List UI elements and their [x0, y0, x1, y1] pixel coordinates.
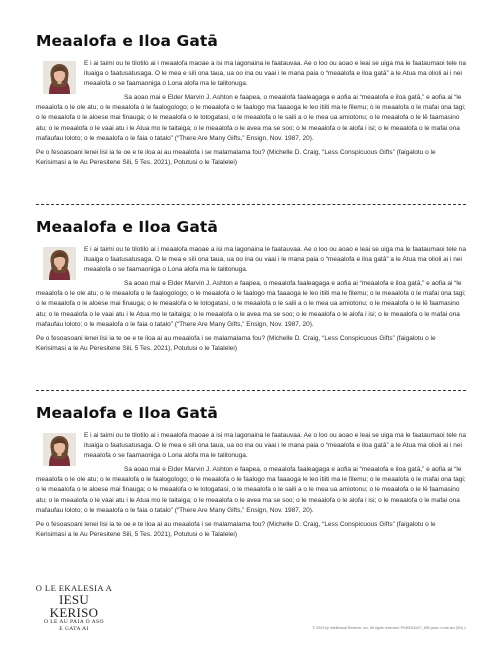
section-body — [36, 59, 466, 168]
cut-line — [36, 390, 466, 391]
copyright-footer: © 2024 by Intellectual Reserve, Inc. All rights reserved. PD80016427_890 pepe o tufa atu (SN) 1 — [312, 626, 466, 630]
section-title: Meaalofa e Iloa Gatā — [36, 404, 218, 422]
logo-line-3: O LE AU PAIA O ASO — [44, 619, 104, 625]
section-title: Meaalofa e Iloa Gatā — [36, 218, 218, 236]
paragraph-quote: Sa aoao mai e Elder Marvin J. Ashton e faapea, o meaalofa faaleagaga e aofia ai “meaalofa e iloa gatā,” e aofia ai “le meaalofa o le ole atu; o le meaalofa o le faalogologo; o le meaalofa o le faalogo ma faaaoga le leo itiiti ma le filemu; o le meaalofa o le mafai ona tagi; o le meaalofa o le aloese mai finauga; o le meaalofa o le lotogatasi, o le meaalofa o le saili a o le mea ua amiotonu; o le meaalofa o le lē faamasino atu; o le meaalofa o le vaai atu i le Atua mo le taitaiga; o le meaalofa o le avea ma se soo; o le meaalofa o le alofa i isi; o le meaalofa o le mafai ona mafaufau loloto; o le meaalofa o le faia o tatalo” (“There Are Many Gifts,” Ensign, Nov. 1987, 20). — [36, 94, 466, 142]
author-portrait — [43, 433, 76, 466]
author-portrait — [43, 61, 76, 94]
paragraph-intro: E i ai taimi ou te tilotilo ai i meaalofa maoae a isi ma lagonaina le faatauvaa. Ae o loo ou aoao e leai se uiga ma le faataumaoi tele na ituaiga o faatusatusaga. O le mea e sili ona taua, ua oo ina ou vaai i le mana paia o “meaalofa e iloa gatā” a le Atua ma olioli ai i nei meaalofa o se faamaoniga o Lona alofa ma le talitonuga. — [84, 432, 466, 460]
logo-line-4: E GATA AI — [59, 626, 89, 632]
section-1 — [36, 32, 466, 172]
section-title: Meaalofa e Iloa Gatā — [36, 32, 218, 50]
paragraph-question: Pe o fesoasoani lenei lisi ia te oe e te iloa ai au meaalofa i se malamalama fou? (Michelle D. Craig, “Less Conspicuous Gifts” (faigalotu o le Kerisimasi a le Au Peresitene Sili, 5 Tes. 2021), Potutusi o le Talalelei) — [36, 520, 436, 538]
section-body — [36, 245, 466, 354]
church-logo — [34, 583, 114, 633]
paragraph-intro: E i ai taimi ou te tilotilo ai i meaalofa maoae a isi ma lagonaina le faatauvaa. Ae o loo ou aoao e leai se uiga ma le faataumaoi tele na ituaiga o faatusatusaga. O le mea e sili ona taua, ua oo ina ou vaai i le mana paia o “meaalofa e iloa gatā” a le Atua ma olioli ai i nei meaalofa o se faamaoniga o Lona alofa ma le talitonuga. — [84, 246, 466, 274]
paragraph-quote: Sa aoao mai e Elder Marvin J. Ashton e faapea, o meaalofa faaleagaga e aofia ai “meaalofa e iloa gatā,” e aofia ai “le meaalofa o le ole atu; o le meaalofa o le faalogologo; o le meaalofa o le faalogo ma faaaoga le leo itiiti ma le filemu; o le meaalofa o le mafai ona tagi; o le meaalofa o le aloese mai finauga; o le meaalofa o le lotogatasi, o le meaalofa o le saili a o le mea ua amiotonu; o le meaalofa o le lē faamasino atu; o le meaalofa o le vaai atu i le Atua mo le taitaiga; o le meaalofa o le avea ma se soo; o le meaalofa o le alofa i isi; o le meaalofa o le mafai ona mafaufau loloto; o le meaalofa o le faia o tatalo” (“There Are Many Gifts,” Ensign, Nov. 1987, 20). — [36, 466, 466, 514]
logo-line-2: IESU KERISO — [49, 592, 99, 620]
section-body — [36, 431, 466, 540]
author-portrait — [43, 247, 76, 280]
paragraph-question: Pe o fesoasoani lenei lisi ia te oe e te iloa ai au meaalofa i se malamalama fou? (Michelle D. Craig, “Less Conspicuous Gifts” (faigalotu o le Kerisimasi a le Au Peresitene Sili, 5 Tes. 2021), Potutusi o le Talalelei) — [36, 148, 436, 166]
paragraph-quote: Sa aoao mai e Elder Marvin J. Ashton e faapea, o meaalofa faaleagaga e aofia ai “meaalofa e iloa gatā,” e aofia ai “le meaalofa o le ole atu; o le meaalofa o le faalogologo; o le meaalofa o le faalogo ma faaaoga le leo itiiti ma le filemu; o le meaalofa o le mafai ona tagi; o le meaalofa o le aloese mai finauga; o le meaalofa o le lotogatasi, o le meaalofa o le saili a o le mea ua amiotonu; o le meaalofa o le lē faamasino atu; o le meaalofa o le vaai atu i le Atua mo le taitaiga; o le meaalofa o le avea ma se soo; o le meaalofa o le alofa i isi; o le meaalofa o le mafai ona mafaufau loloto; o le meaalofa o le faia o tatalo” (“There Are Many Gifts,” Ensign, Nov. 1987, 20). — [36, 280, 466, 328]
cut-line — [36, 204, 466, 205]
section-3 — [36, 404, 466, 544]
paragraph-question: Pe o fesoasoani lenei lisi ia te oe e te iloa ai au meaalofa i se malamalama fou? (Michelle D. Craig, “Less Conspicuous Gifts” (faigalotu o le Kerisimasi a le Au Peresitene Sili, 5 Tes. 2021), Potutusi o le Talalelei) — [36, 334, 436, 352]
section-2 — [36, 218, 466, 358]
logo-line-1: O LE EKALESIA A — [35, 583, 113, 593]
paragraph-intro: E i ai taimi ou te tilotilo ai i meaalofa maoae a isi ma lagonaina le faatauvaa. Ae o loo ou aoao e leai se uiga ma le faataumaoi tele na ituaiga o faatusatusaga. O le mea e sili ona taua, ua oo ina ou vaai i le mana paia o “meaalofa e iloa gatā” a le Atua ma olioli ai i nei meaalofa o se faamaoniga o Lona alofa ma le talitonuga. — [84, 60, 466, 88]
